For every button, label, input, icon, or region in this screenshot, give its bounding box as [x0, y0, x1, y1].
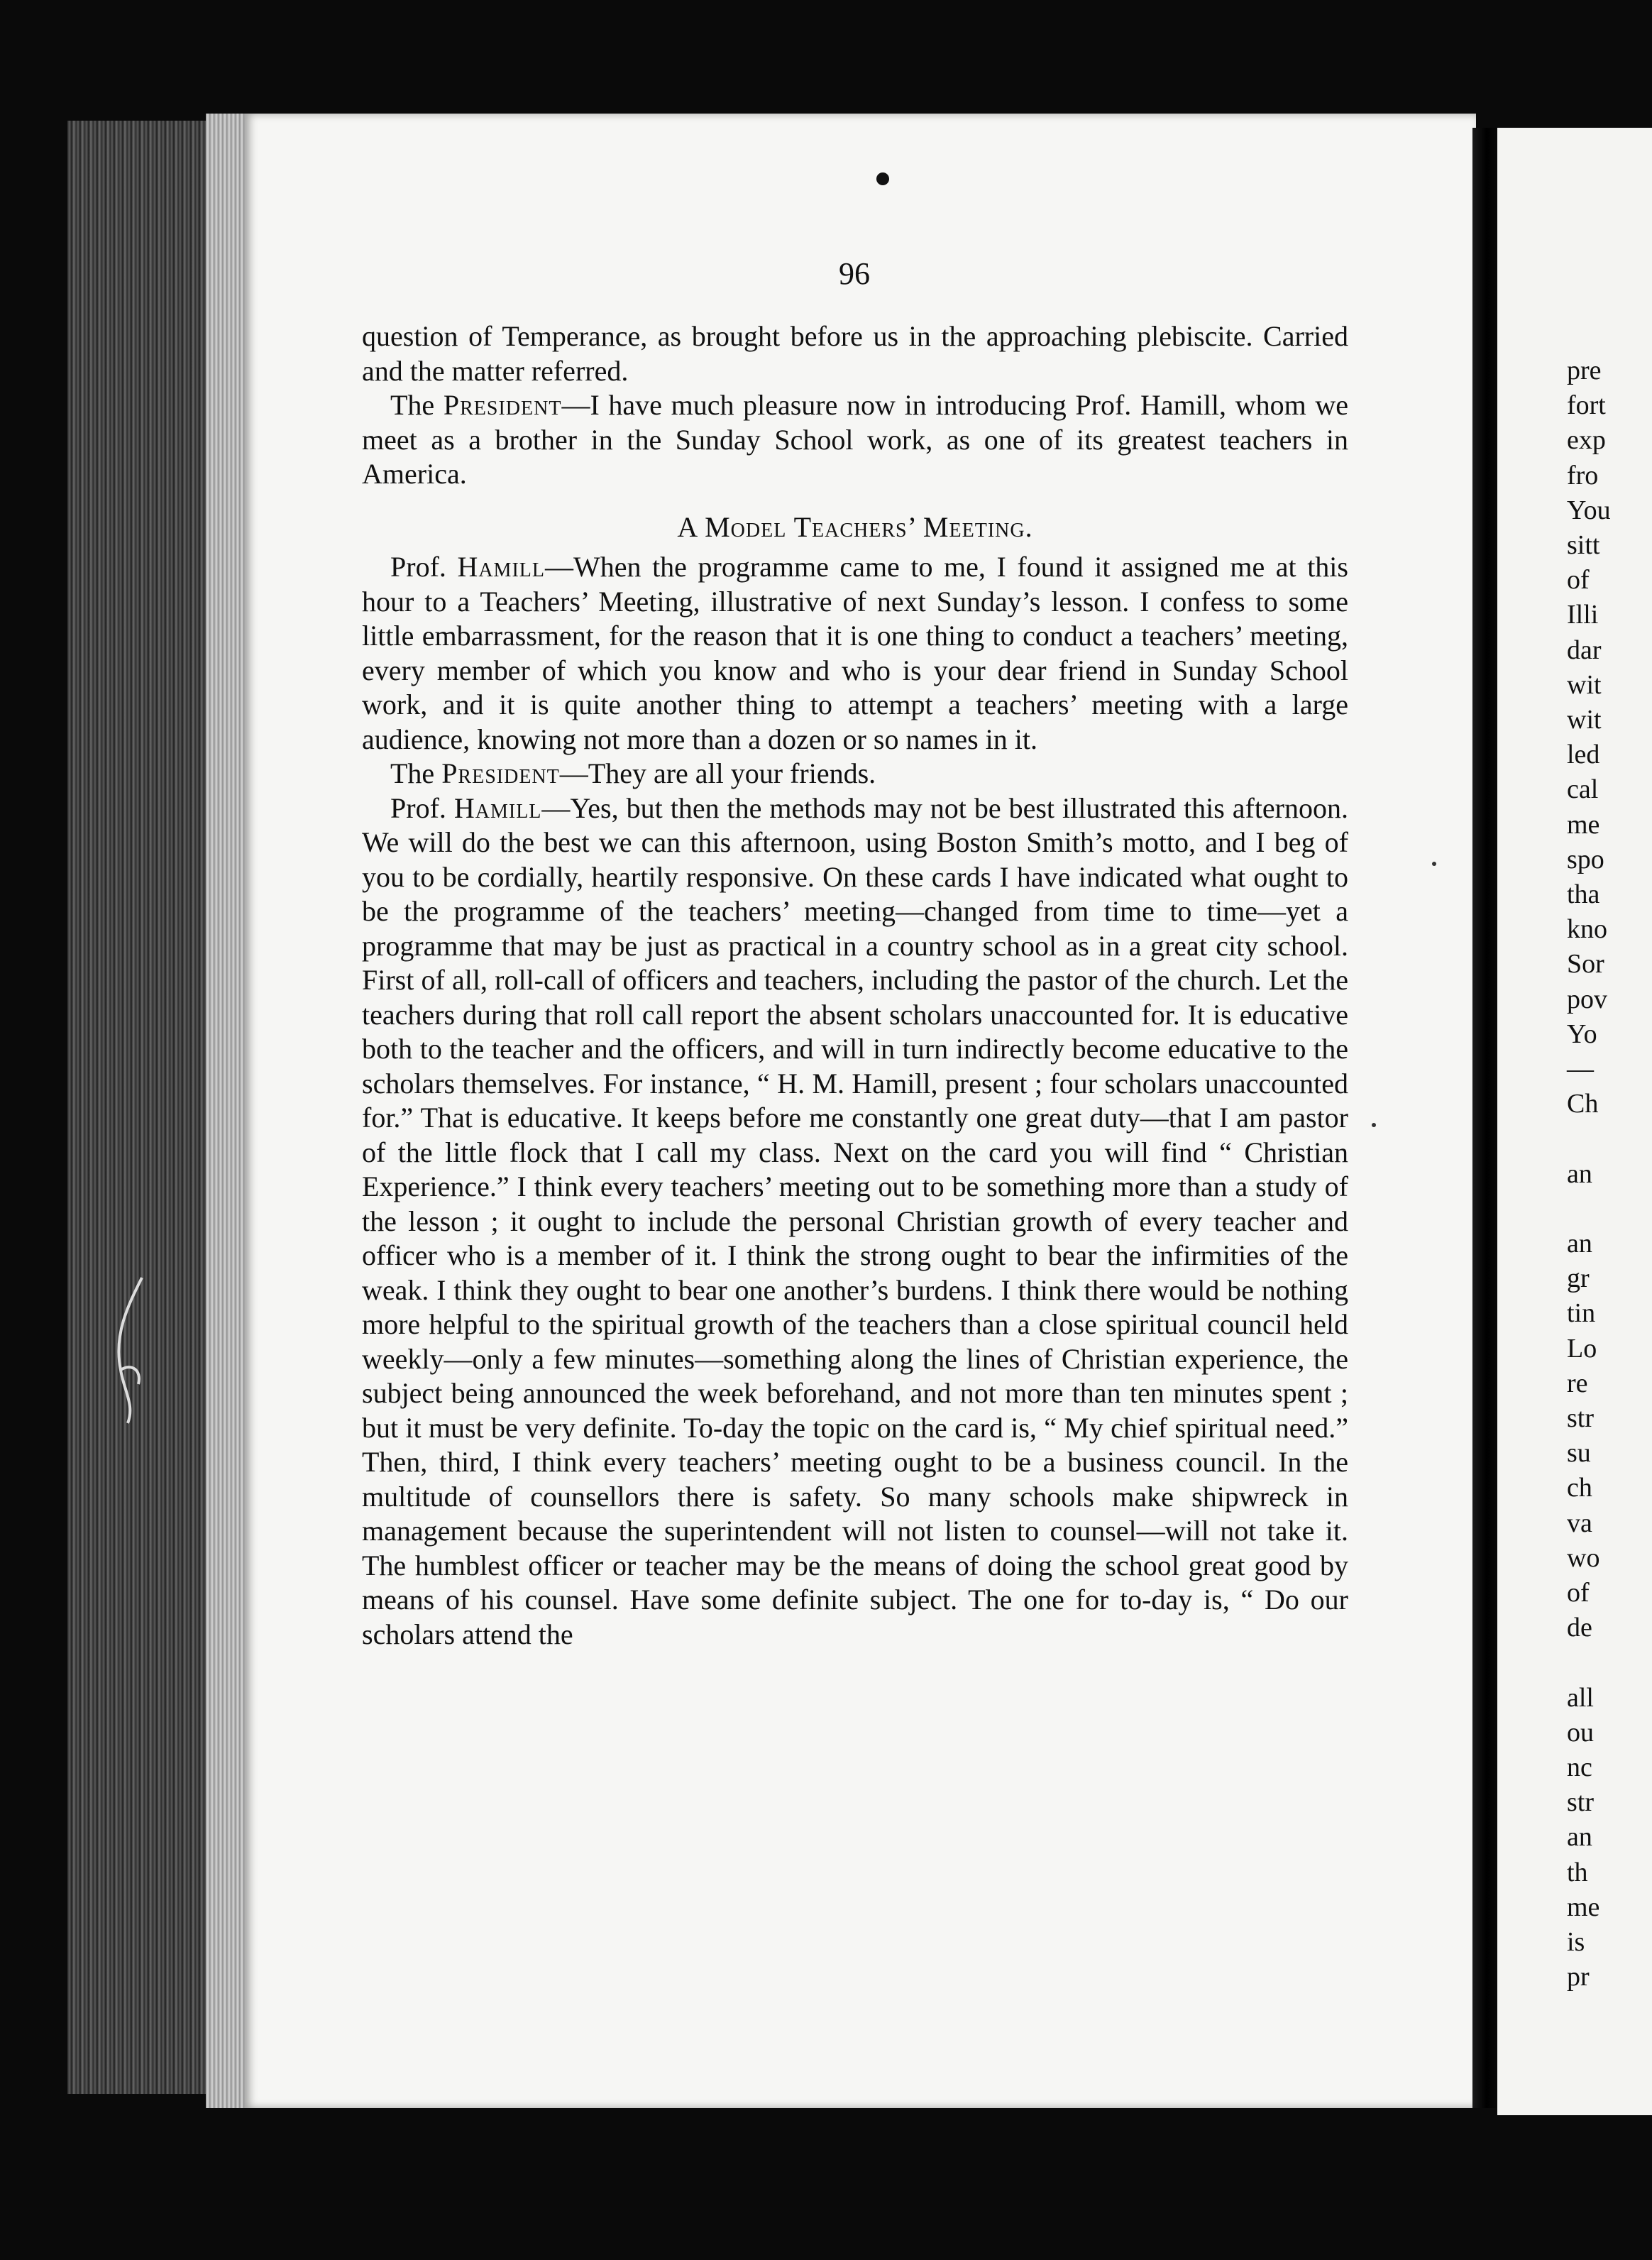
right-page-line: Sor [1567, 949, 1604, 980]
paragraph [362, 791, 1348, 1652]
right-page-line: Yo [1567, 1019, 1597, 1049]
right-page-line: ch [1567, 1473, 1592, 1503]
right-page-line: ou [1567, 1717, 1594, 1748]
right-page-line: kno [1567, 914, 1607, 945]
page-number: 96 [839, 256, 870, 291]
section-heading: A Model Teachers’ Meeting. [677, 510, 1033, 543]
paragraph-text: —Yes, but then the methods may not be best illustrated this afternoon. We will do the best we can this afternoon, using Boston Smith’s motto, and I beg of you to be cordially, heartily responsive. On these cards I have indicated what ought to be the programme of the teachers’ meeting—changed from time to time—yet a programme that may be just as practical in a country school as in a great city school. First of all, roll-call of officers and teachers, including the pastor of the church. Let the teachers during that roll call report the absent scholars unaccounted for. It is educative both to the teacher and the officers, and will in turn indirectly become educative to the scholars themselves. For instance, “ H. M. Hamill, present ; four scholars unaccounted for.” That is educative. It keeps before me constantly one great duty—that I am pastor of the little flock that I call my class. Next on the card you will find “ Christian Experience.” I think every teachers’ meeting out to be something more than a study of the lesson ; it ought to include the personal Christian growth of every teacher and officer who is a member of it. I think the strong ought to bear the infirmities of the weak. I think they ought to bear one another’s burdens. I think there would be nothing more helpful to the spiritual growth of the teachers than a close spiritual council held weekly—only a few minutes—something along the lines of Christian experience, the subject being announced the week beforehand, and not more than ten minutes spent ; but it must be very definite. To-day the topic on the card is, “ My chief spiritual need.” Then, third, I think every teachers’ meeting ought to be a business council. In the multitude of counsellors there is safety. So many schools make shipwreck in management because the superintendent will not listen to counsel—will not take it. The humblest officer or teacher may be the means of doing the school great good by means of his counsel. Have some definite subject. The one for to-day is, “ Do our scholars attend the [362, 791, 1349, 1650]
speaker-prefix: The [390, 389, 444, 421]
right-page-line: of [1567, 1578, 1590, 1608]
speaker-prefix: The [390, 757, 442, 789]
paragraph-text: —I have much pleasure now in introducing Prof. Hamill, whom we meet as a brother in the Sunday School work, as one of its greatest teachers in America. [362, 389, 1349, 490]
right-page-line: all [1567, 1682, 1594, 1713]
right-page-line: wo [1567, 1542, 1600, 1573]
right-page-line: str [1567, 1787, 1594, 1818]
paragraph-text: —When the programme came to me, I found it assigned me at this hour to a Teachers’ Meeting, illustrative of next Sunday’s lesson. I confess to some little embarrassment, for the reason that it is one thing to conduct a teachers’ meeting, every member of which you know and who is your dear friend in Sunday School work, and it is quite another thing to attempt a teachers’ meeting with a large audience, knowing not more than a dozen or so names in it. [362, 551, 1348, 755]
right-page-line: str [1567, 1403, 1594, 1433]
right-page-line: sitt [1567, 530, 1600, 560]
speaker-name: Hamill [453, 791, 542, 824]
right-page-line: pre [1567, 356, 1602, 385]
right-page-line: an [1567, 1158, 1592, 1189]
right-page-line: cal [1567, 774, 1599, 805]
right-page-line: Lo [1567, 1333, 1597, 1364]
right-page-line: wit [1567, 669, 1602, 700]
right-page-line: tin [1567, 1298, 1596, 1329]
right-page-line: me [1567, 809, 1600, 840]
right-page-line: nc [1567, 1752, 1592, 1782]
speaker-name: Hamill [457, 551, 545, 583]
right-page-line: an [1567, 1229, 1592, 1258]
right-page-line: fort [1567, 390, 1606, 421]
right-page-line: th [1567, 1857, 1588, 1887]
right-page-line: exp [1567, 425, 1606, 456]
speck-dot [1432, 862, 1436, 866]
speaker-prefix: Prof. [390, 551, 458, 583]
paragraph [362, 388, 1348, 492]
right-page-line: gr [1567, 1263, 1590, 1294]
right-page-line: Ch [1567, 1089, 1599, 1119]
right-page-line: pr [1567, 1962, 1590, 1992]
paragraph: question of Temperance, as brought before us in the approaching plebiscite. Carried and the matter referred. [362, 320, 1348, 387]
right-page-line: — [1567, 1054, 1594, 1084]
bullet-mark [876, 172, 889, 185]
right-page-line: re [1567, 1368, 1588, 1398]
speaker-name: President [441, 757, 560, 789]
right-page-line: fro [1567, 460, 1599, 490]
pencil-mark [99, 1263, 156, 1434]
speaker-name: President [443, 389, 562, 421]
paragraph-text: —They are all your friends. [559, 757, 876, 789]
right-page-line: pov [1567, 984, 1607, 1014]
paragraph [362, 757, 1348, 791]
right-page-line: dar [1567, 635, 1602, 665]
right-page-line: an [1567, 1822, 1592, 1853]
right-page-line: wit [1567, 705, 1602, 735]
right-page-line: led [1567, 740, 1600, 770]
speaker-prefix: Prof. [390, 791, 454, 824]
right-page-line: Illi [1567, 600, 1599, 630]
book-page-edges-light [206, 114, 248, 2108]
right-page-line: me [1567, 1892, 1600, 1922]
right-page-line: tha [1567, 879, 1600, 909]
speck-dot [1372, 1123, 1376, 1127]
right-page-line: is [1567, 1927, 1585, 1957]
paragraph [362, 550, 1348, 757]
right-page-line: de [1567, 1613, 1592, 1643]
right-page-line: su [1567, 1438, 1591, 1469]
right-page-line: va [1567, 1508, 1592, 1538]
right-page-line: spo [1567, 844, 1604, 874]
page-body [362, 319, 1348, 1652]
right-page-line: You [1567, 495, 1611, 525]
right-page-line: of [1567, 565, 1590, 596]
